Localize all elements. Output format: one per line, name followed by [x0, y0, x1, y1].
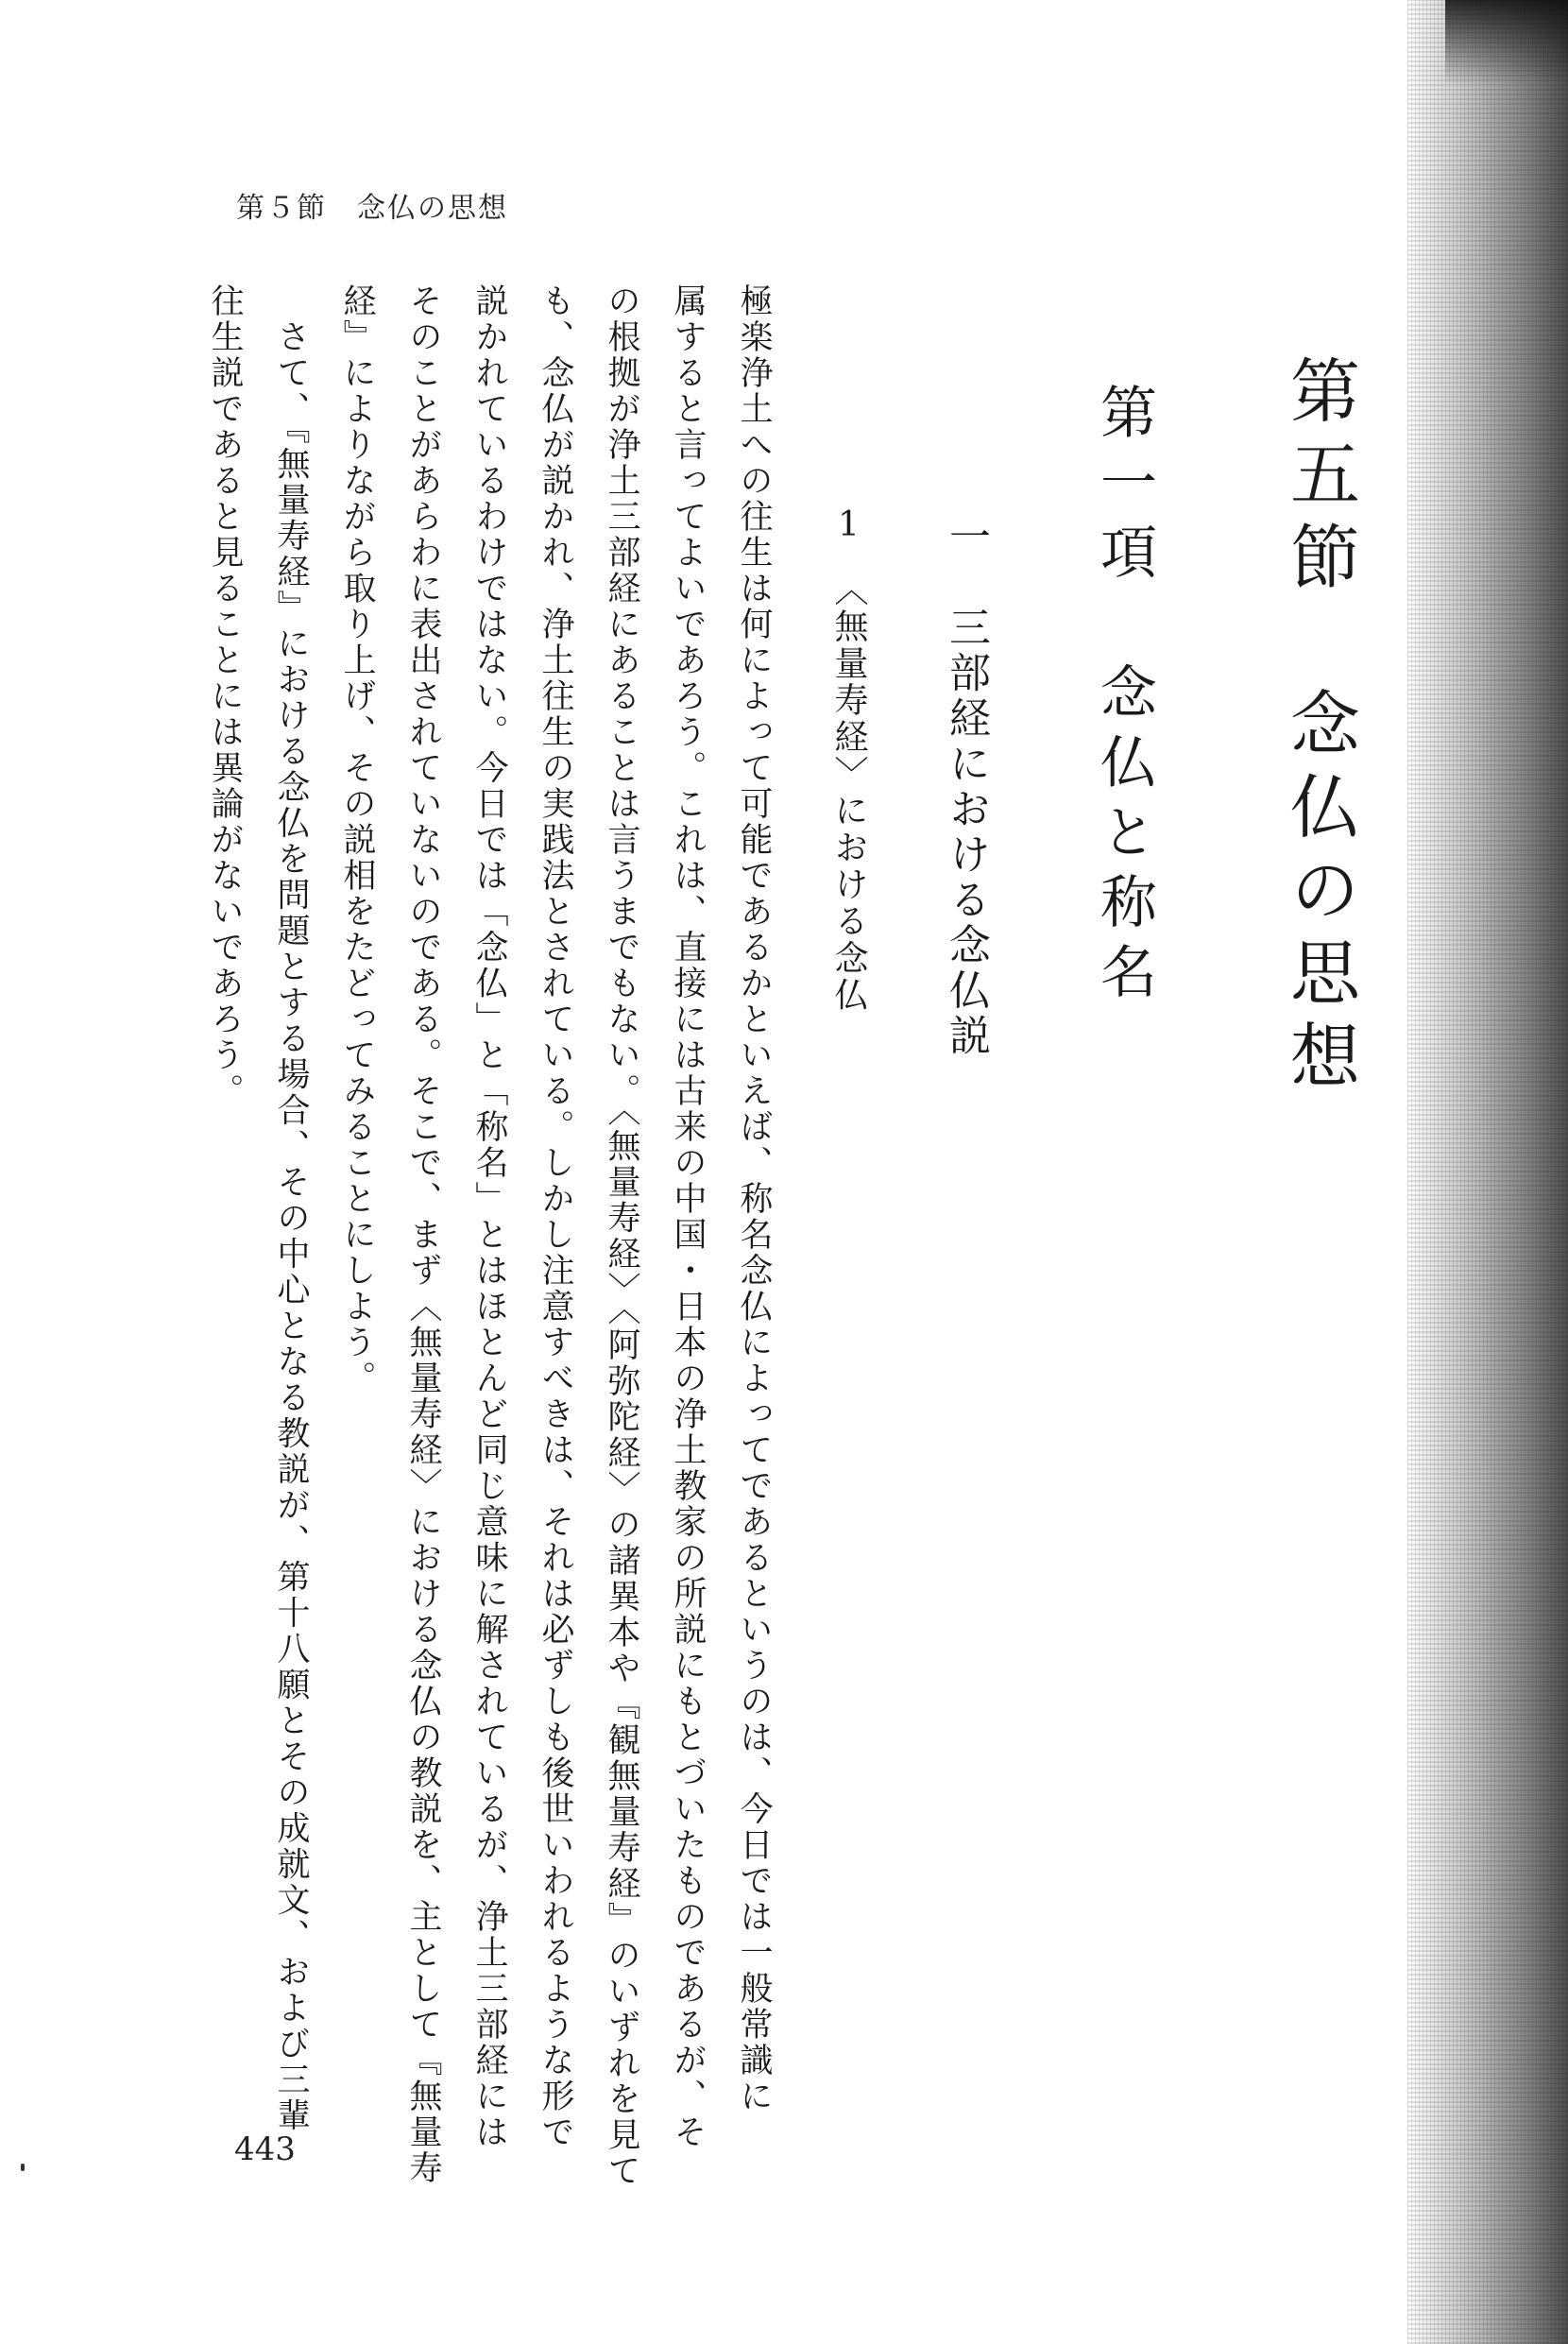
- scan-shadow-edge: [1407, 0, 1568, 2344]
- section-title: 第五節 念仏の思想: [1279, 354, 1360, 1103]
- body-line: そのことがあらわに表出されていないのである。そこで、まず〈無量寿経〉における念仏の教説を、主として『無量寿: [404, 283, 442, 2186]
- sub-heading: 一 三部経における念仏説: [942, 515, 990, 1059]
- scan-shadow-corner: [1445, 0, 1568, 85]
- body-line: 説かれているわけではない。今日では「念仏」と「称名」とはほとんど同じ意味に解されているが、浄土三部経には: [470, 283, 508, 2150]
- page-number: 443: [234, 2130, 296, 2168]
- running-header: 第５節 念仏の思想: [236, 192, 508, 225]
- subsub-heading-text: 〈無量寿経〉における念仏: [829, 572, 868, 1014]
- body-line: 属すると言ってよいであろう。これは、直接には古来の中国・日本の浄土教家の所説にもとづいたものであるが、そ: [669, 283, 707, 2150]
- body-line: 経』によりながら取り上げ、その説相をたどってみることにしよう。: [338, 283, 376, 1396]
- body-line: 極楽浄土への往生は何によって可能であるかといえば、称名念仏によってであるというのは、今日では一般常識に: [735, 283, 773, 2114]
- item-title: 第一項 念仏と称名: [1091, 383, 1157, 1012]
- scan-speck: [21, 2164, 25, 2171]
- subsub-heading: [829, 505, 868, 1014]
- body-line: さて、『無量寿経』における念仏を問題とする場合、その中心となる教説が、第十八願とその成就文、および三輩: [272, 283, 310, 2134]
- subsub-heading-number: 1: [829, 505, 868, 547]
- body-line: 往生説であると見ることには異論がないであろう。: [206, 283, 244, 1109]
- body-line: の根拠が浄土三部経にあることは言うまでもない。〈無量寿経〉〈阿弥陀経〉の諸異本や『観無量寿経』のいずれを見て: [603, 283, 640, 2189]
- body-line: も、念仏が説かれ、浄土往生の実践法とされている。しかし注意すべきは、それは必ずしも後世いわれるような形で: [537, 283, 574, 2150]
